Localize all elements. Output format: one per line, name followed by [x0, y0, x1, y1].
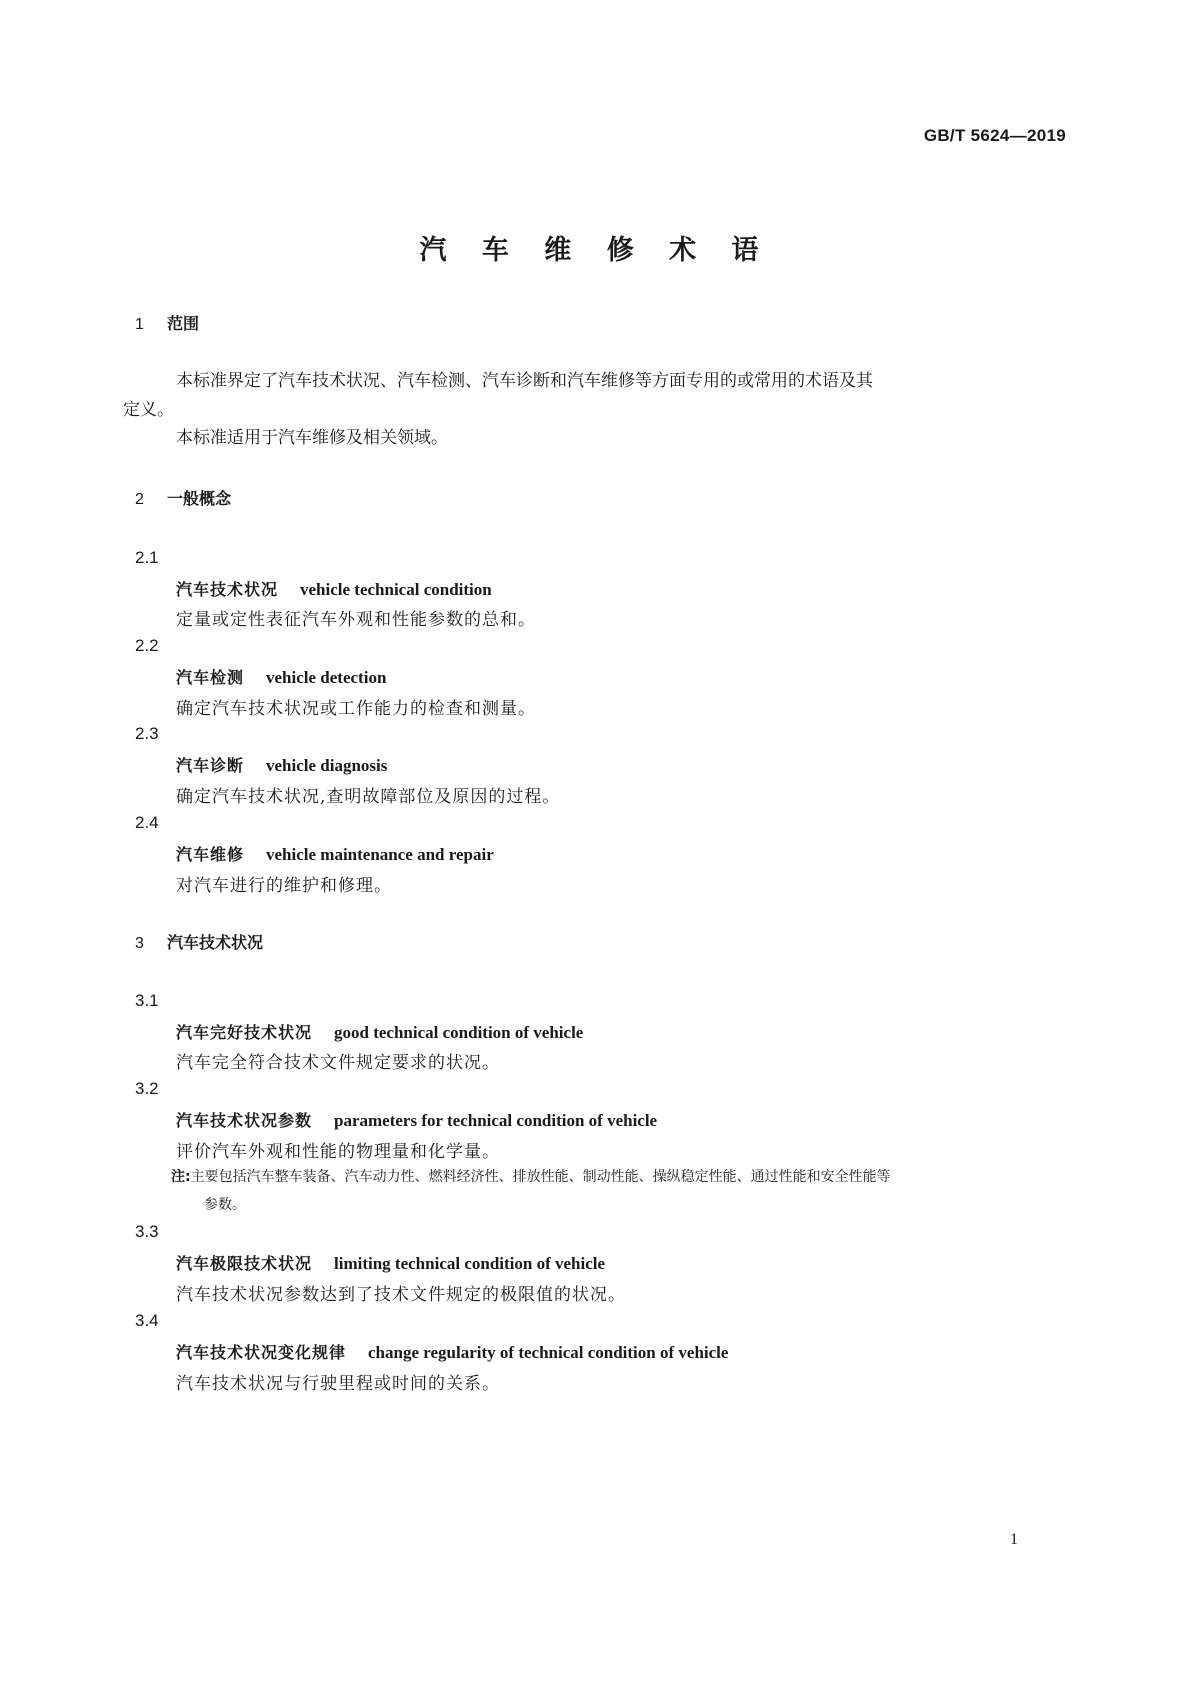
term-number: 2.2 [135, 636, 159, 655]
term-number: 3.1 [135, 991, 159, 1010]
section-number: 2 [135, 491, 144, 508]
term-zh: 汽车完好技术状况 [176, 1023, 313, 1042]
term-en: vehicle diagnosis [266, 756, 388, 775]
term-definition: 定量或定性表征汽车外观和性能参数的总和。 [176, 610, 536, 630]
section-heading-1 [135, 311, 199, 334]
term-en: vehicle technical condition [300, 580, 492, 599]
term-en: vehicle detection [266, 668, 387, 687]
standard-code: GB/T 5624—2019 [923, 126, 1066, 145]
term-number: 2.3 [135, 724, 159, 743]
scope-text-line-1: 本标准界定了汽车技术状况、汽车检测、汽车诊断和汽车维修等方面专用的或常用的术语及其 [176, 371, 873, 391]
note-label: 注: [171, 1169, 191, 1185]
term-definition: 确定汽车技术状况或工作能力的检查和测量。 [176, 699, 536, 719]
term-number: 2.4 [135, 813, 159, 832]
term-en: parameters for technical condition of vehicle [334, 1111, 658, 1130]
term-zh: 汽车技术状况参数 [176, 1111, 313, 1130]
document-title: 汽 车 维 修 术 语 [419, 235, 772, 266]
term-definition: 汽车完全符合技术文件规定要求的状况。 [176, 1053, 500, 1073]
scope-text-line-2: 定义。 [123, 400, 174, 420]
note-text-line-1: 主要包括汽车整车装备、汽车动力性、燃料经济性、排放性能、制动性能、操纵稳定性能、通过性能和安全性能等 [190, 1169, 891, 1185]
page-number: 1 [1010, 1531, 1018, 1548]
term-zh: 汽车检测 [176, 668, 245, 687]
term-zh: 汽车技术状况 [176, 580, 279, 599]
note [171, 1163, 1063, 1219]
term-en: vehicle maintenance and repair [266, 845, 494, 864]
term-definition: 确定汽车技术状况,查明故障部位及原因的过程。 [176, 787, 561, 807]
term-number: 2.1 [135, 548, 159, 567]
term-heading [176, 665, 386, 688]
term-number: 3.4 [135, 1311, 159, 1330]
term-heading [176, 577, 492, 600]
scope-text: 本标准适用于汽车维修及相关领域。 [176, 428, 448, 448]
section-number: 3 [135, 935, 144, 952]
section-heading-3 [135, 930, 263, 953]
term-zh: 汽车维修 [176, 845, 245, 864]
scope-paragraph-1 [123, 367, 1063, 425]
section-title: 汽车技术状况 [167, 933, 264, 952]
note-text-line-2: 参数。 [204, 1197, 246, 1213]
term-number: 3.3 [135, 1222, 159, 1241]
term-number: 3.2 [135, 1079, 159, 1098]
term-heading [176, 1251, 605, 1274]
section-heading-2 [135, 486, 231, 509]
section-number: 1 [135, 316, 144, 333]
term-heading [176, 1340, 728, 1363]
term-heading [176, 1108, 657, 1131]
term-zh: 汽车诊断 [176, 756, 245, 775]
term-en: change regularity of technical condition of vehicle [368, 1343, 729, 1362]
term-en: limiting technical condition of vehicle [334, 1254, 606, 1273]
term-definition: 对汽车进行的维护和修理。 [176, 876, 392, 896]
term-zh: 汽车极限技术状况 [176, 1254, 313, 1273]
term-definition: 评价汽车外观和性能的物理量和化学量。 [176, 1142, 500, 1162]
section-title: 一般概念 [167, 489, 232, 508]
term-heading [176, 1020, 583, 1043]
term-heading [176, 842, 494, 865]
term-zh: 汽车技术状况变化规律 [176, 1343, 347, 1362]
scope-paragraph-2 [123, 424, 1063, 453]
section-title: 范围 [167, 314, 200, 333]
term-en: good technical condition of vehicle [334, 1023, 584, 1042]
term-definition: 汽车技术状况与行驶里程或时间的关系。 [176, 1374, 500, 1394]
term-heading [176, 753, 387, 776]
term-definition: 汽车技术状况参数达到了技术文件规定的极限值的状况。 [176, 1285, 626, 1305]
